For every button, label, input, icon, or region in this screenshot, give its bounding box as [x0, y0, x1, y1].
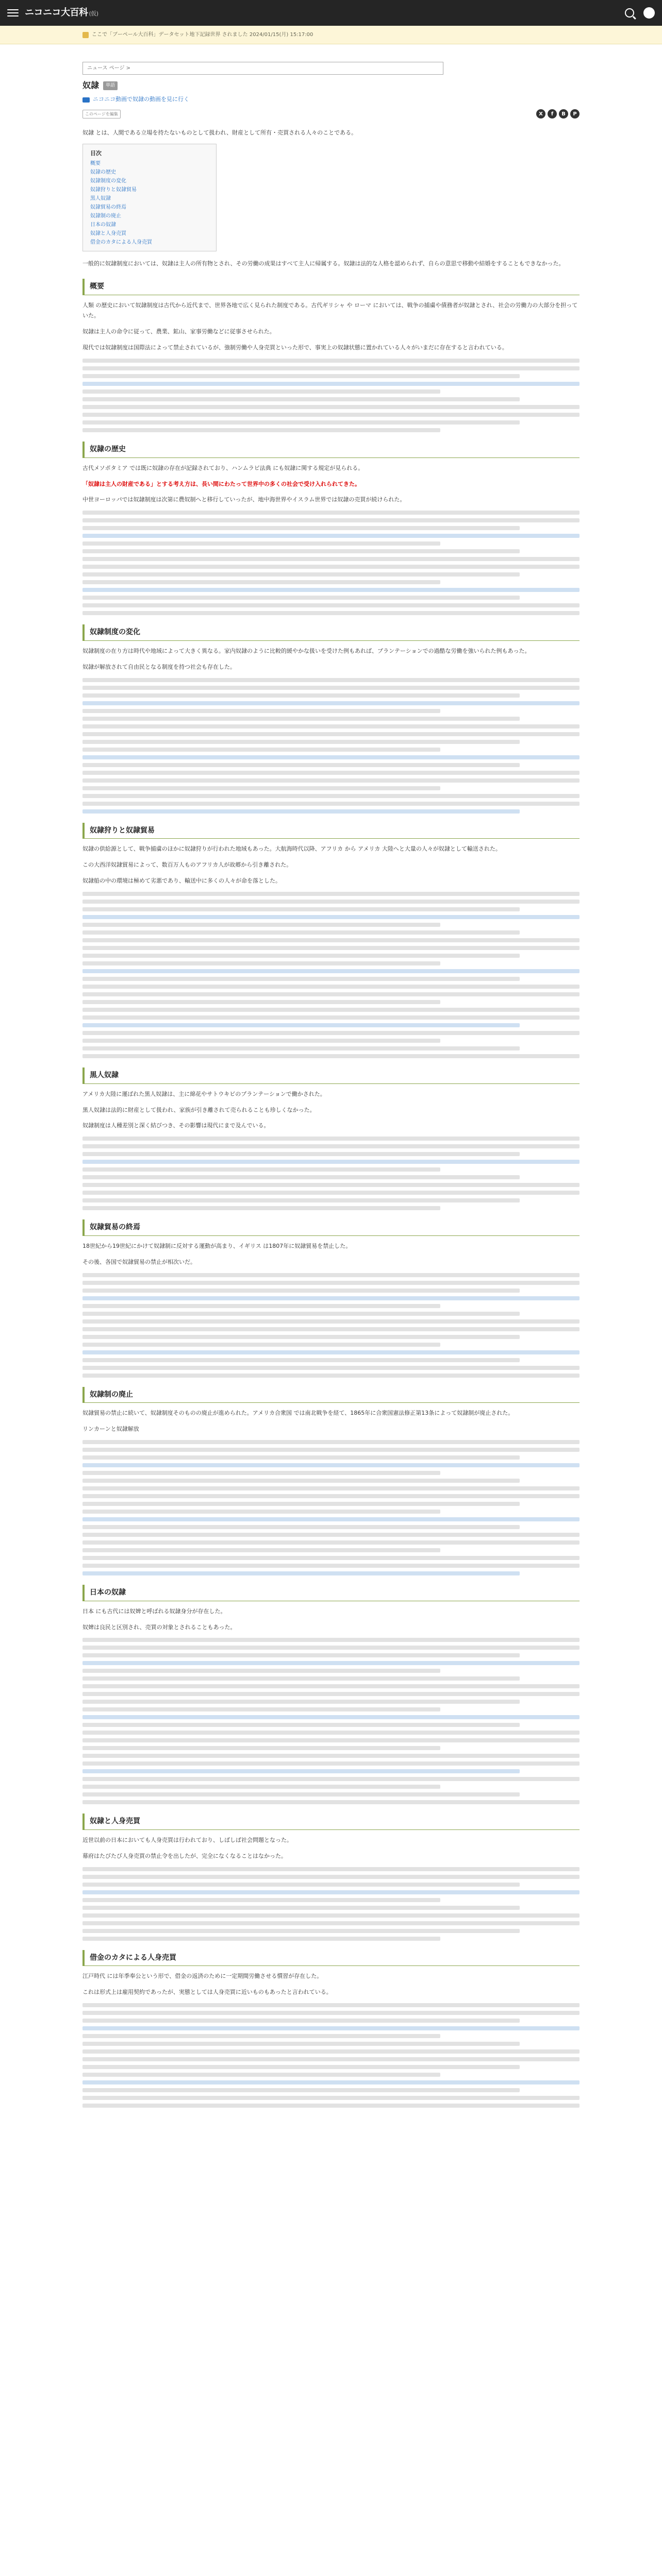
text-line-placeholder: [82, 1479, 520, 1483]
text-line-placeholder: [82, 366, 580, 370]
text-line-placeholder: [82, 1304, 440, 1308]
text-line-placeholder: [82, 1684, 580, 1688]
text-line-placeholder: [82, 1374, 580, 1378]
text-line-placeholder: [82, 1327, 580, 1331]
text-line-placeholder: [82, 1183, 580, 1187]
text-line-placeholder: [82, 2080, 580, 2084]
text-line-placeholder: [82, 1707, 440, 1711]
text-line-placeholder: [82, 1638, 580, 1642]
text-line-placeholder: [82, 1191, 580, 1195]
text-line-placeholder: [82, 1929, 520, 1933]
section-paragraph: この大西洋奴隷貿易によって、数百万人ものアフリカ人が故郷から引き離された。: [82, 861, 292, 869]
notice-banner: [0, 26, 662, 44]
section-paragraph: 近世以前の日本においても人身売買は行われており、しばしば社会問題となった。: [82, 1837, 292, 1843]
text-line-placeholder: [82, 534, 580, 538]
section-paragraph: 奴婢は良民と区別され、売買の対象とされることもあった。: [82, 1623, 236, 1631]
text-line-placeholder: [82, 1731, 580, 1735]
section-paragraph: 18世紀から19世紀にかけて奴隷制に反対する運動が高まり、イギリス は1807年に奴隷貿易を禁止した。: [82, 1242, 352, 1249]
text-line-placeholder: [82, 2088, 520, 2092]
text-line-placeholder: [82, 678, 580, 682]
toc-item[interactable]: 奴隷の歴史: [90, 170, 116, 176]
toc-item[interactable]: 概要: [90, 161, 101, 167]
text-line-placeholder: [82, 611, 580, 615]
text-line-placeholder: [82, 1289, 520, 1293]
text-line-placeholder: [82, 2003, 580, 2007]
intro-paragraph: 一般的に奴隷制度においては、奴隷は主人の所有物とされ、その労働の成果はすべて主人に帰属する。奴隷は法的な人格を認められず、自らの意思で移動や結婚をすることもできなかった。: [82, 260, 565, 267]
text-line-placeholder: [82, 1723, 520, 1727]
text-line-placeholder: [82, 755, 580, 759]
text-line-placeholder: [82, 1494, 580, 1498]
text-line-placeholder: [82, 382, 580, 386]
toc-item[interactable]: 黒人奴隷: [90, 196, 111, 202]
text-line-placeholder: [82, 992, 580, 996]
text-line-placeholder: [82, 930, 520, 935]
text-line-placeholder: [82, 549, 520, 553]
text-line-placeholder: [82, 405, 580, 409]
section-heading: 日本の奴隷: [82, 1585, 580, 1601]
text-line-placeholder: [82, 1937, 440, 1941]
text-line-placeholder: [82, 1715, 580, 1719]
text-line-placeholder: [82, 1571, 520, 1575]
text-line-placeholder: [82, 557, 580, 561]
text-line-placeholder: [82, 413, 580, 417]
text-line-placeholder: [82, 1800, 580, 1804]
text-line-placeholder: [82, 1746, 440, 1750]
text-line-placeholder: [82, 1769, 520, 1773]
text-line-placeholder: [82, 596, 520, 600]
text-line-placeholder: [82, 588, 580, 592]
article: [82, 62, 580, 2111]
section-paragraph: 黒人奴隷は法的に財産として扱われ、家族が引き離されて売られることも珍しくなかった。: [82, 1106, 316, 1113]
section-heading: 奴隷制度の変化: [82, 624, 580, 641]
text-line-placeholder: [82, 709, 440, 713]
text-line-placeholder: [82, 1653, 520, 1657]
notice-text: ここで「ブーペール大百科」データセット地下記録世界 されました 2024/01/15(月) 15:17:00: [92, 32, 313, 38]
toc-item[interactable]: 日本の奴隷: [90, 222, 116, 228]
text-line-placeholder: [82, 1023, 520, 1027]
text-line-placeholder: [82, 794, 580, 798]
toc-item[interactable]: 奴隷制の廃止: [90, 213, 121, 219]
text-line-placeholder: [82, 1525, 520, 1529]
section-heading: 概要: [82, 279, 580, 295]
section-heading: 借金のカタによる人身売買: [82, 1950, 580, 1967]
text-line-placeholder: [82, 428, 440, 432]
text-line-placeholder: [82, 1792, 520, 1797]
text-line-placeholder: [82, 1890, 580, 1894]
text-line-placeholder: [82, 1646, 580, 1650]
text-line-placeholder: [82, 1463, 580, 1467]
text-line-placeholder: [82, 1273, 580, 1277]
text-line-placeholder: [82, 2049, 580, 2054]
section-paragraph: 江戸時代 には年季奉公という形で、借金の返済のために一定期間労働させる慣習が存在した。: [82, 1973, 323, 1980]
text-line-placeholder: [82, 1700, 520, 1704]
text-line-placeholder: [82, 686, 580, 690]
table-of-contents: [82, 144, 217, 251]
text-line-placeholder: [82, 1517, 580, 1521]
section-paragraph: 日本 にも古代には奴婢と呼ばれる奴隷身分が存在した。: [82, 1607, 226, 1615]
text-line-placeholder: [82, 969, 580, 973]
text-line-placeholder: [82, 748, 440, 752]
text-line-placeholder: [82, 907, 520, 911]
user-icon[interactable]: [643, 7, 655, 19]
text-line-placeholder: [82, 1448, 580, 1452]
text-line-placeholder: [82, 954, 520, 958]
site-logo[interactable]: ニコニコ大百科 (仮): [25, 7, 98, 18]
toc-item[interactable]: 奴隷狩りと奴隷貿易: [90, 187, 137, 193]
section-heading: 奴隷狩りと奴隷貿易: [82, 823, 580, 839]
section-paragraph: 奴隷が解放されて自由民となる制度を持つ社会も存在した。: [82, 663, 236, 670]
section-paragraph: これは形式上は雇用契約であったが、実態としては人身売買に近いものもあったと言われている。: [82, 1989, 332, 1996]
text-line-placeholder: [82, 397, 520, 401]
search-icon[interactable]: [625, 8, 634, 18]
text-line-placeholder: [82, 526, 520, 530]
section-paragraph: 古代メソポタミア では既に奴隷の存在が記録されており、ハンムラビ法典 にも奴隷に関する規定が見られる。: [82, 464, 364, 471]
text-line-placeholder: [82, 732, 580, 736]
text-line-placeholder: [82, 2104, 580, 2108]
toc-item[interactable]: 奴隷と人身売買: [90, 231, 126, 237]
text-line-placeholder: [82, 1281, 580, 1285]
section-paragraph: 人類 の歴史において奴隷制度は古代から近代まで、世界各地で広く見られた制度である。古代ギリシャ や ローマ においては、戦争の捕虜や債務者が奴隷とされ、社会の労働力の大部分を担っていた。: [82, 301, 578, 319]
text-line-placeholder: [82, 1548, 440, 1552]
section-heading: 奴隷制の廃止: [82, 1387, 580, 1403]
section-paragraph: 幕府はたびたび人身売買の禁止令を出したが、完全になくなることはなかった。: [82, 1852, 287, 1859]
text-line-placeholder: [82, 1000, 440, 1004]
section-paragraph: 「奴隷は主人の財産である」とする考え方は、長い間にわたって世界中の多くの社会で受け入れられてきた。: [82, 480, 360, 487]
text-line-placeholder: [82, 809, 520, 814]
text-line-placeholder: [82, 763, 520, 767]
section-paragraph: リンカーンと奴隷解放: [82, 1426, 139, 1433]
text-line-placeholder: [82, 2011, 580, 2015]
toc-item[interactable]: 奴隷貿易の終焉: [90, 205, 126, 211]
text-line-placeholder: [82, 1754, 580, 1758]
section-paragraph: 中世ヨーロッパでは奴隷制度は次第に農奴制へと移行していったが、地中海世界やイスラム世界では奴隷の売買が続けられた。: [82, 496, 406, 503]
section-heading: 奴隷貿易の終焉: [82, 1219, 580, 1236]
text-line-placeholder: [82, 1054, 580, 1058]
text-line-placeholder: [82, 1319, 580, 1324]
text-line-placeholder: [82, 938, 580, 942]
text-line-placeholder: [82, 1564, 580, 1568]
section-paragraph: 奴隷制度は人種差別と深く結びつき、その影響は現代にまで及んでいる。: [82, 1122, 270, 1129]
text-line-placeholder: [82, 389, 440, 394]
section-paragraph: 奴隷の供給源として、戦争捕虜のほかに奴隷狩りが行われた地域もあった。大航海時代以降、アフリカ から アメリカ 大陸へと大量の人々が奴隷として輸送された。: [82, 845, 501, 853]
section-paragraph: 奴隷制度の在り方は時代や地域によって大きく異なる。家内奴隷のように比較的緩やかな扱いを受けた例もあれば、プランテーションでの過酷な労働を強いられた例もあった。: [82, 647, 531, 654]
text-line-placeholder: [82, 518, 580, 522]
text-line-placeholder: [82, 1883, 520, 1887]
top-bar: [0, 0, 662, 26]
article-body: [82, 128, 580, 2108]
text-line-placeholder: [82, 802, 580, 806]
text-line-placeholder: [82, 1343, 440, 1347]
text-line-placeholder: [82, 1867, 580, 1871]
text-line-placeholder: [82, 1661, 580, 1665]
text-line-placeholder: [82, 511, 580, 515]
info-icon: [82, 32, 89, 38]
text-line-placeholder: [82, 2019, 520, 2023]
section-heading: 奴隷と人身売買: [82, 1814, 580, 1830]
video-link[interactable]: ニコニコ動画で奴隷の動画を見に行く: [82, 94, 580, 105]
text-line-placeholder: [82, 1777, 580, 1781]
edit-badge[interactable]: このページを編集: [82, 110, 121, 118]
text-line-placeholder: [82, 892, 580, 896]
text-line-placeholder: [82, 1676, 520, 1681]
text-line-placeholder: [82, 1206, 440, 1210]
text-line-placeholder: [82, 717, 520, 721]
text-line-placeholder: [82, 1913, 580, 1918]
text-line-placeholder: [82, 1556, 580, 1560]
toc-title: 目次: [90, 150, 102, 157]
text-line-placeholder: [82, 1175, 520, 1179]
text-line-placeholder: [82, 923, 440, 927]
text-line-placeholder: [82, 1669, 440, 1673]
page-title: 奴隷: [82, 80, 100, 90]
text-line-placeholder: [82, 740, 520, 744]
text-line-placeholder: [82, 1921, 580, 1925]
text-line-placeholder: [82, 985, 580, 989]
section-paragraph: 奴隷船の中の環境は極めて劣悪であり、輸送中に多くの人々が命を落とした。: [82, 877, 281, 885]
text-line-placeholder: [82, 1031, 580, 1035]
text-line-placeholder: [82, 724, 580, 728]
text-line-placeholder: [82, 580, 440, 584]
text-line-placeholder: [82, 1335, 520, 1339]
text-line-placeholder: [82, 977, 520, 981]
share-facebook-button[interactable]: f: [548, 109, 557, 118]
text-line-placeholder: [82, 1440, 580, 1444]
menu-icon[interactable]: [7, 7, 19, 19]
section-heading: 奴隷の歴史: [82, 442, 580, 458]
text-line-placeholder: [82, 1761, 580, 1766]
text-line-placeholder: [82, 1015, 580, 1020]
text-line-placeholder: [82, 1312, 520, 1316]
text-line-placeholder: [82, 2042, 520, 2046]
text-line-placeholder: [82, 1350, 580, 1354]
text-line-placeholder: [82, 1875, 580, 1879]
text-line-placeholder: [82, 1137, 580, 1141]
intro-paragraph: 奴隷 とは、人間である立場を持たないものとして扱われ、財産として所有・売買される人々のことである。: [82, 129, 357, 137]
text-line-placeholder: [82, 961, 440, 965]
section-paragraph: その後、各国で奴隷貿易の禁止が相次いだ。: [82, 1258, 196, 1265]
text-line-placeholder: [82, 771, 580, 775]
text-line-placeholder: [82, 786, 440, 790]
text-line-placeholder: [82, 1533, 580, 1537]
text-line-placeholder: [82, 374, 520, 378]
text-line-placeholder: [82, 693, 520, 698]
share-hatena-button[interactable]: B: [559, 109, 568, 118]
text-line-placeholder: [82, 1160, 580, 1164]
text-line-placeholder: [82, 946, 580, 950]
section-paragraph: アメリカ大陸に運ばれた黒人奴隷は、主に綿花やサトウキビのプランテーションで働かされた。: [82, 1090, 326, 1097]
section-paragraph: 現代では奴隷制度は国際法によって禁止されているが、強制労働や人身売買といった形で、事実上の奴隷状態に置かれている人々がいまだに存在すると言われている。: [82, 344, 508, 351]
text-line-placeholder: [82, 2057, 580, 2061]
text-line-placeholder: [82, 2096, 580, 2100]
text-line-placeholder: [82, 1296, 580, 1300]
text-line-placeholder: [82, 915, 580, 919]
text-line-placeholder: [82, 1039, 440, 1043]
section-paragraph: 奴隷は主人の命令に従って、農業、鉱山、家事労働などに従事させられた。: [82, 328, 275, 335]
text-line-placeholder: [82, 1144, 580, 1148]
text-line-placeholder: [82, 1008, 580, 1012]
text-line-placeholder: [82, 1510, 440, 1514]
text-line-placeholder: [82, 2065, 520, 2069]
text-line-placeholder: [82, 2073, 440, 2077]
section-heading: 黒人奴隷: [82, 1067, 580, 1084]
text-line-placeholder: [82, 565, 580, 569]
text-line-placeholder: [82, 1366, 580, 1370]
share-pocket-button[interactable]: P: [570, 109, 580, 118]
title-badge: 単語: [103, 81, 118, 90]
section-paragraph: 奴隷貿易の禁止に続いて、奴隷制度そのものの廃止が進められた。アメリカ合衆国 では南北戦争を経て、1865年に合衆国憲法修正第13条によって奴隷制が廃止された。: [82, 1410, 514, 1417]
share-buttons: [536, 109, 580, 118]
toc-item[interactable]: 借金のカタによる人身売買: [90, 240, 152, 246]
text-line-placeholder: [82, 1198, 520, 1202]
text-line-placeholder: [82, 541, 440, 546]
text-line-placeholder: [82, 1486, 580, 1490]
text-line-placeholder: [82, 1046, 520, 1050]
text-line-placeholder: [82, 1152, 520, 1156]
text-line-placeholder: [82, 2034, 440, 2038]
share-x-button[interactable]: X: [536, 109, 545, 118]
text-line-placeholder: [82, 900, 580, 904]
text-line-placeholder: [82, 359, 580, 363]
video-icon: [82, 97, 90, 103]
text-line-placeholder: [82, 1898, 440, 1902]
text-line-placeholder: [82, 420, 520, 425]
text-line-placeholder: [82, 1502, 520, 1506]
text-line-placeholder: [82, 778, 580, 783]
text-line-placeholder: [82, 572, 520, 577]
text-line-placeholder: [82, 1455, 520, 1460]
text-line-placeholder: [82, 1167, 440, 1172]
toc-item[interactable]: 奴隷制度の変化: [90, 178, 126, 184]
breadcrumb[interactable]: ニュース ページ >: [82, 62, 443, 75]
text-line-placeholder: [82, 1692, 580, 1696]
text-line-placeholder: [82, 1738, 580, 1742]
text-line-placeholder: [82, 701, 580, 705]
text-line-placeholder: [82, 2026, 580, 2030]
text-line-placeholder: [82, 1540, 580, 1545]
text-line-placeholder: [82, 1471, 440, 1475]
text-line-placeholder: [82, 1906, 520, 1910]
text-line-placeholder: [82, 1785, 440, 1789]
text-line-placeholder: [82, 1358, 520, 1362]
text-line-placeholder: [82, 603, 580, 607]
